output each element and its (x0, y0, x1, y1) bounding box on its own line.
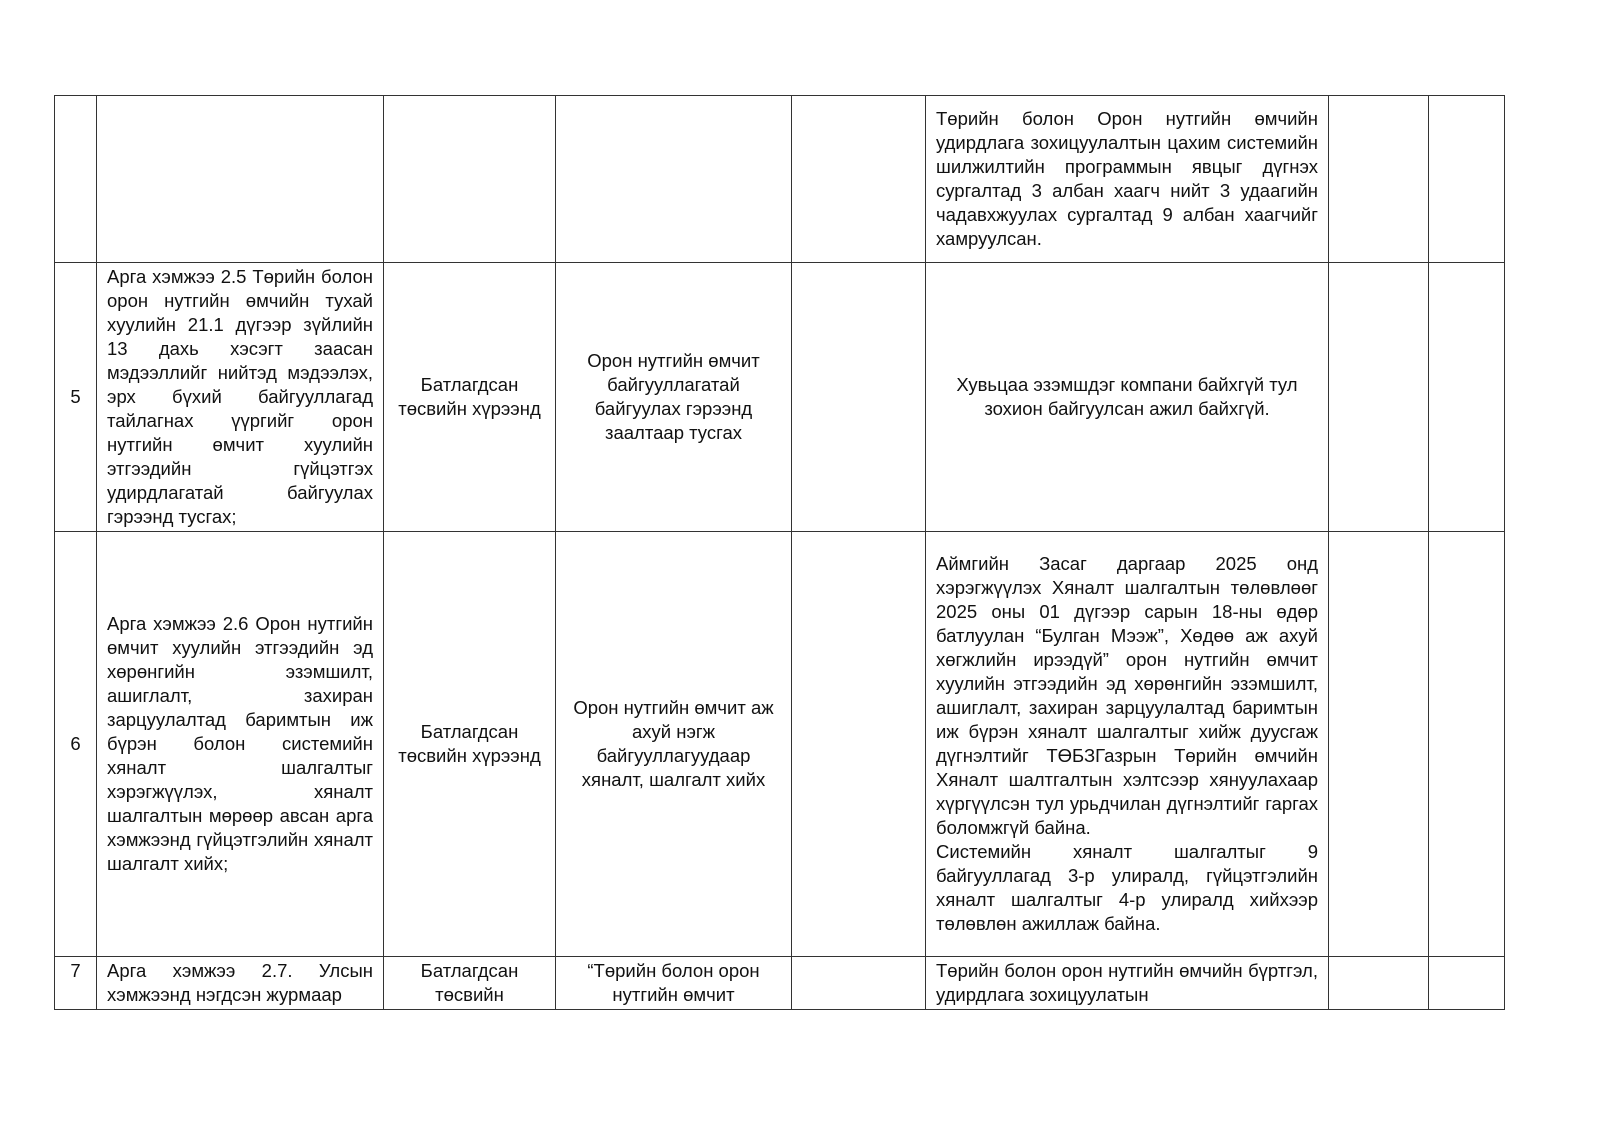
measure-cell (97, 96, 384, 263)
row-number-cell: 6 (55, 532, 97, 957)
budget-cell (384, 96, 556, 263)
budget-cell: Батлагдсан төсвийн хүрээнд (384, 263, 556, 532)
row-number-cell (55, 96, 97, 263)
measure-cell: Арга хэмжээ 2.5 Төрийн болон орон нутгийн өмчийн тухай хуулийн 21.1 дүгээр зүйлийн 13 дахь хэсэгт заасан мэдээллийг нийтэд мэдээлэх, эрх бүхий байгууллагад тайлагнах үүргийг орон нутгийн өмчит хуулийн этгээдийн гүйцэтгэх удирдлагатай байгуулах гэрээнд тусгах; (97, 263, 384, 532)
table-row (55, 532, 1505, 957)
empty-cell (1429, 957, 1505, 1010)
empty-cell (1329, 96, 1429, 263)
result-cell (926, 263, 1329, 532)
empty-cell (792, 957, 926, 1010)
measure-cell: Арга хэмжээ 2.6 Орон нутгийн өмчит хуулийн этгээдийн эд хөрөнгийн эзэмшилт, ашиглалт, захиран зарцуулалтад баримтын иж бүрэн болон системийн хяналт шалгалтыг хэрэгжүүлэх, хяналт шалгалтын мөрөөр авсан арга хэмжээнд гүйцэтгэлийн хяналт шалгалт хийх; (97, 532, 384, 957)
result-cell (926, 957, 1329, 1010)
table-row (55, 263, 1505, 532)
row-number-cell: 7 (55, 957, 97, 1010)
result-paragraph: Төрийн болон Орон нутгийн өмчийн удирдлага зохицуулалтын цахим системийн шилжилтийн программын явцыг дүгнэх сургалтад 3 албан хаагч нийт 3 удаагийн чадавхжуулах сургалтад 9 албан хаагчийг хамруулсан. (936, 108, 1318, 249)
result-cell (926, 532, 1329, 957)
empty-cell (1429, 532, 1505, 957)
result-cell (926, 96, 1329, 263)
result-paragraph: Хувьцаа эзэмшдэг компани байхгүй тул зохион байгуулсан ажил байхгүй. (956, 374, 1298, 419)
empty-cell (792, 263, 926, 532)
measure-cell: Арга хэмжээ 2.7. Улсын хэмжээнд нэгдсэн журмаар (97, 957, 384, 1010)
activity-cell (556, 96, 792, 263)
result-paragraph: Аймгийн Засаг даргаар 2025 онд хэрэгжүүлэх Хяналт шалгалтын төлөвлөөг 2025 оны 01 дүгээр сарын 18-ны өдөр батлуулан “Булган Мээж”, Хөдөө аж ахуй хөгжлийн ирээдүй” орон нутгийн өмчит хуулийн этгээдийн эд хөрөнгийн эзэмшилт, ашиглалт, захиран зарцуулалтад баримтын иж бүрэн хяналт шалгалтыг хийж дуусгаж дүгнэлтийг ТӨБЗГазрын Төрийн өмчийн Хяналт шалтгалтын хэлтсээр хянуулахаар хүргүүлсэн тул урьдчилан дүгнэлтийг гаргах боломжгүй байна. (936, 553, 1318, 838)
empty-cell (792, 96, 926, 263)
budget-cell: Батлагдсан төсвийн хүрээнд (384, 532, 556, 957)
activity-cell: Орон нутгийн өмчит байгууллагатай байгуулах гэрээнд заалтаар тусгах (556, 263, 792, 532)
activity-cell: “Төрийн болон орон нутгийн өмчит (556, 957, 792, 1010)
activity-cell: Орон нутгийн өмчит аж ахуй нэгж байгууллагуудаар хяналт, шалгалт хийх (556, 532, 792, 957)
empty-cell (1329, 263, 1429, 532)
table-row (55, 957, 1505, 1010)
empty-cell (1329, 532, 1429, 957)
result-paragraph: Төрийн болон орон нутгийн өмчийн бүртгэл, удирдлага зохицуулатын (936, 960, 1318, 1005)
empty-cell (1429, 96, 1505, 263)
result-paragraph: Системийн хяналт шалгалтыг 9 байгууллагад 3-р улиралд, гүйцэтгэлийн хяналт шалгалтыг 4-р улиралд хийхээр төлөвлөн ажиллаж байна. (936, 841, 1318, 934)
empty-cell (792, 532, 926, 957)
empty-cell (1429, 263, 1505, 532)
row-number-cell: 5 (55, 263, 97, 532)
empty-cell (1329, 957, 1429, 1010)
table-row (55, 96, 1505, 263)
budget-cell: Батлагдсан төсвийн (384, 957, 556, 1010)
report-table (54, 95, 1505, 1010)
